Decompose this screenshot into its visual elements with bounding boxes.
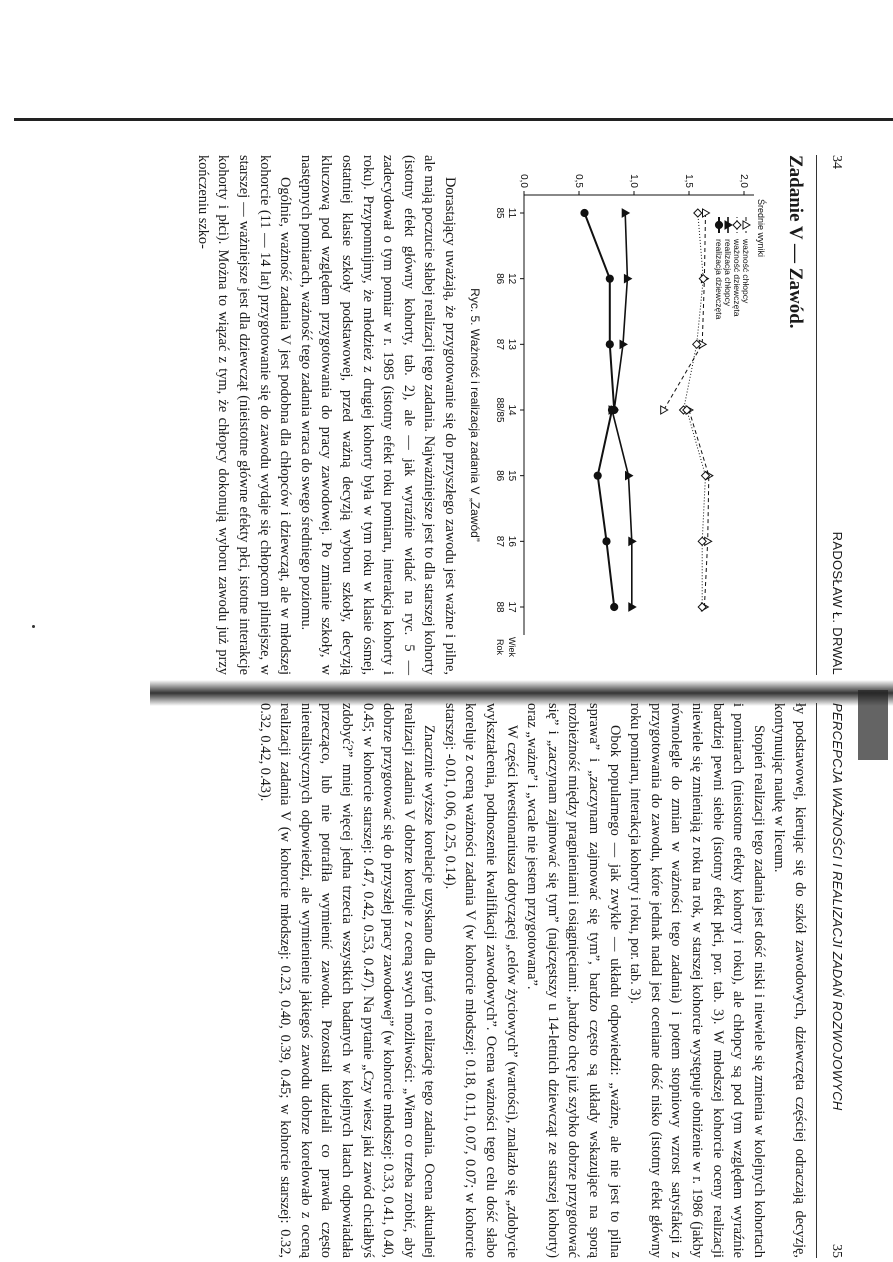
paragraph: Stopień realizacji tego zadania jest dość niski i niewiele się zmienia w kolejnych kohortach i pomiarach (nieistotne efekty kohorty i roku), ale chłopcy są pod tym względem wyraźnie bardziej pewni siebie (istotny efekt płci, por. tab. 3). W młodszej kohorcie oceny realizacji niewiele się zmieniają z roku na rok, w starszej kohorcie występuje obniżenie w r. 1986 (jakby równolegle do zmian w ważności tego zadania) i potem stopniowy wzrost satysfakcji z przygotowania do zawodu, które jednak nadal jest oceniane dość nisko (istotny efekt główny roku pomiaru, interakcja kohorty i roku, por. tab. 3). <box>627 703 767 1258</box>
y-tick-label: 0,0 <box>518 174 529 188</box>
x-tick-label-year: 88/85 <box>494 397 505 423</box>
data-point-series-3 <box>606 341 613 348</box>
running-head-35 <box>816 703 845 1258</box>
figure-5 <box>484 155 784 675</box>
x-tick-label-year: 88 <box>494 601 505 613</box>
scan-edge-mark <box>858 690 888 760</box>
page-34 <box>25 155 845 675</box>
data-point-series-3 <box>581 209 588 216</box>
legend-marker <box>715 221 722 228</box>
right-body-text <box>254 703 810 1258</box>
data-point-series-1 <box>699 275 707 283</box>
legend-label: ważność dziewczęta <box>732 239 742 317</box>
author-header: RADOSŁAW Ł. DRWAL <box>830 531 845 675</box>
data-point-series-0 <box>703 209 710 217</box>
legend-label: realizacja chłopcy <box>723 239 733 307</box>
data-point-series-3 <box>611 603 618 610</box>
x-tick-label-age: 12 <box>506 273 517 285</box>
x-tick-label-age: 15 <box>506 470 517 482</box>
x-tick-label-age: 14 <box>506 404 517 416</box>
paragraph: Dorastający uważają, że przygotowanie się do przyszłego zawodu jest ważne i pilne, ale mają poczucie słabej realizacji tego zadania. Najważniejsze jest to dla starszej kohorty (istotny efekt główny kohorty, tab. 2), ale — jak wyraźnie widać na ryc. 5 — zadecydował o tym pomiar w r. 1985 (istotny efekt roku pomiaru, interakcja kohorty i roku). Przypomnijmy, że młodzież z drugiej kohorty była w tym roku w klasie ósmej, ostatniej klasie szkoły podstawowej, przed ważną decyzją wyboru szkoły, decyzją kluczową pod względem przygotowania do pracy zawodowej. Po zmianie szkoły, w następnych pomiarach, ważność tego zadania wraca do swego średniego poziomu. <box>297 155 458 675</box>
series-line-3-cohort-1 <box>585 213 615 410</box>
x-tick-label-year: 85 <box>494 207 505 219</box>
page-35 <box>25 703 845 1258</box>
line-chart <box>484 155 784 675</box>
data-point-series-1 <box>694 209 702 217</box>
series-line-0-cohort-1 <box>664 213 706 410</box>
section-title: Zadanie V — Zawód. <box>785 155 806 329</box>
running-head-34 <box>816 155 845 675</box>
x-tick-label-year: 86 <box>494 470 505 482</box>
data-point-series-3 <box>603 538 610 545</box>
series-line-1-cohort-1 <box>684 213 704 410</box>
x-axis-suffix-age: Wiek <box>507 637 517 657</box>
x-tick-label-year: 87 <box>494 338 505 350</box>
y-axis-label: Średnie wyniki <box>756 199 766 258</box>
paragraph: ły podstawowej, kierując się do szkół zawodowych, dziewczęta częściej odraczają decyzję, kontynuując naukę w liceum. <box>771 703 808 1258</box>
series-line-2-cohort-1 <box>614 213 627 410</box>
paragraph: W części kwestionariusza dotyczącej „celów życiowych” (wartości), znalazło się „zdobycie wykształcenia, podnoszenie kwalifikacji zawodowych”. Ocena ważności tego celu dość słabo koreluje z oceną ważności zadania V (w kohorcie młodszej: 0.18, 0.11, 0.07, 0.07; w kohorcie starszej: -0.01, 0.06, 0.25, 0.14). <box>441 703 520 1258</box>
x-axis-suffix-year: Rok <box>495 638 505 656</box>
paragraph: Znacznie wyższe korelacje uzyskano dla pytań o realizację tego zadania. Ocena aktualnej realizacji zadania V dobrze koreluje z oceną swych możliwości: „Wiem co trzeba zrobić, aby dobrze przygotować się do przyszłej pracy zawodowej” (w kohorcie młodszej: 0.33, 0.41, 0.40, 0.45; w kohorcie starszej: 0.47, 0.42, 0.53, 0.47). Na pytanie „Czy wiesz jaki zawód chciałbyś zdobyć?” mniej więcej jedna trzecia wszystkich badanych w kolejnych latach odpowiadała przecząco, lub nie potrafiła wymienić zawodu. Pozostali udzielali co prawda często nierealistycznych odpowiedzi, ale wymienienie jakiegoś zawodu dobrze korelowało z oceną realizacji zadania V (w kohorcie młodszej: 0.23, 0.40, 0.39, 0.45; w kohorcie starszej: 0.32, 0.32, 0.42, 0.43). <box>256 703 438 1258</box>
series-line-0-cohort-2 <box>689 410 709 607</box>
figure-caption: Ryc. 5. Ważność i realizacja zadania V „Zawód” <box>468 288 482 542</box>
page-number: 34 <box>829 155 844 169</box>
running-title: PERCEPCJA WAŻNOŚCI I REALIZACJI ZADAŃ ROZWOJOWYCH <box>830 703 845 1111</box>
data-point-series-3 <box>606 275 613 282</box>
y-tick-label: 1,0 <box>628 174 639 188</box>
scan-top-rule <box>14 118 893 121</box>
x-tick-label-year: 86 <box>494 273 505 285</box>
x-tick-label-age: 13 <box>506 338 517 350</box>
x-tick-label-age: 16 <box>506 535 517 547</box>
x-tick-label-age: 17 <box>506 601 517 613</box>
x-tick-label-age: 11 <box>506 207 517 219</box>
paragraph: Ogólnie, ważność zadania V jest podobna dla chłopców i dziewcząt, ale w młodszej kohorcie (11 — 14 lat) przygotowanie się do zawodu wydaje się chłopcom pilniejsze, w starszej — ważniejsze jest dla dziewcząt (nieistotne główne efekty płci, istotne interakcje kohorty i płci). Można to wiązać z tym, że chłopcy dokonują wyboru zawodu już przy kończeniu szko- <box>194 155 294 675</box>
legend-marker <box>733 221 741 229</box>
x-tick-label-year: 87 <box>494 535 505 547</box>
left-body-text <box>192 155 460 675</box>
series-line-2-cohort-2 <box>612 410 632 607</box>
legend-label: realizacja dziewczęta <box>714 239 724 320</box>
series-line-3-cohort-2 <box>598 410 615 607</box>
page-number: 35 <box>829 1244 844 1258</box>
data-point-series-3 <box>594 472 601 479</box>
series-line-1-cohort-2 <box>687 410 706 607</box>
data-point-series-0 <box>661 406 668 414</box>
data-point-series-3 <box>608 406 615 413</box>
y-tick-label: 1,5 <box>683 174 694 188</box>
legend-label: ważność chłopcy <box>741 239 751 304</box>
y-tick-label: 2,0 <box>738 174 749 188</box>
paragraph: Obok popularnego — jak zwykle — układu odpowiedzi: „ważne, ale nie jest to pilna sprawa” i „zaczynam zajmować się tym”, bardzo często są układy wskazujące na sporą rozbieżność między pragnieniami i osiągnięciami: „bardzo chcę już szybko dobrze przygotować się” i „zaczynam zajmować się tym” (najczęstszy u 14-letnich dziewcząt ze starszej kohorty) oraz „ważne” i „wcale nie jestem przygotowana”. <box>524 703 623 1258</box>
y-tick-label: 0,5 <box>573 174 584 188</box>
